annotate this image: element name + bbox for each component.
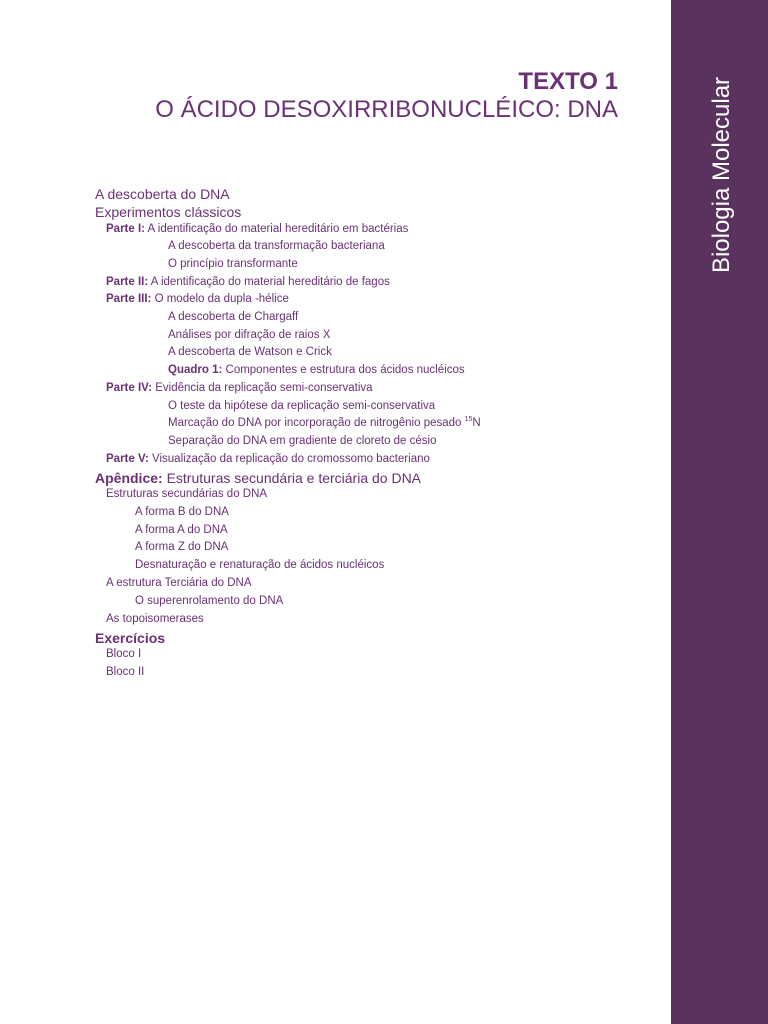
toc-section: Exercícios xyxy=(95,630,166,646)
toc-item-prefix: Parte I: xyxy=(106,223,145,235)
toc-item: A descoberta do DNA xyxy=(95,186,230,202)
toc-item: O princípio transformante xyxy=(168,258,298,270)
toc-item: A descoberta de Watson e Crick xyxy=(168,346,332,358)
toc-item: Análises por difração de raios X xyxy=(168,329,331,341)
toc-item-text: Visualização da replicação do cromossomo bacteriano xyxy=(148,453,430,465)
toc-item-superscript: 15 xyxy=(464,416,473,424)
toc-item: A forma Z do DNA xyxy=(135,541,229,553)
toc-item xyxy=(168,364,465,376)
toc-item-text: A identificação do material hereditário de fagos xyxy=(148,276,390,288)
toc-item-prefix: Parte IV: xyxy=(106,382,153,394)
toc-item: O superenrolamento do DNA xyxy=(135,595,284,607)
toc-item: A forma A do DNA xyxy=(135,524,228,536)
toc-item: A descoberta de Chargaff xyxy=(168,311,299,323)
toc-item: A descoberta da transformação bacteriana xyxy=(168,240,385,252)
chapter-title: O ÁCIDO DESOXIRRIBONUCLÉICO: DNA xyxy=(155,96,618,123)
toc-item xyxy=(168,417,481,429)
toc-item-text: Componentes e estrutura dos ácidos nucléicos xyxy=(222,364,465,376)
toc-item-text-end: N xyxy=(472,417,481,429)
side-bar-title: Biologia Molecular xyxy=(708,76,735,274)
toc-item xyxy=(106,453,430,465)
toc-item: Experimentos clássicos xyxy=(95,204,242,220)
toc-item: Estruturas secundárias do DNA xyxy=(106,488,268,500)
toc-item: Bloco I xyxy=(106,648,142,660)
toc-item: A forma B do DNA xyxy=(135,506,229,518)
toc-item: Desnaturação e renaturação de ácidos nucléicos xyxy=(135,559,385,571)
toc-item xyxy=(106,223,408,235)
toc-item xyxy=(106,293,289,305)
toc-item: Bloco II xyxy=(106,666,145,678)
toc-item: Separação do DNA em gradiente de cloreto de césio xyxy=(168,435,437,447)
toc-item-text: Evidência da replicação semi-conservativa xyxy=(152,382,373,394)
toc-item-prefix: Quadro 1: xyxy=(168,364,223,376)
toc-item-text: O modelo da dupla -hélice xyxy=(151,293,289,305)
toc-item: O teste da hipótese da replicação semi-conservativa xyxy=(168,400,436,412)
toc-section xyxy=(95,470,421,486)
toc-item-prefix: Parte II: xyxy=(106,276,149,288)
toc-section-prefix: Apêndice: xyxy=(95,470,163,486)
chapter-header xyxy=(155,68,618,124)
toc-item: As topoisomerases xyxy=(106,613,204,625)
toc-section-text: Estruturas secundária e terciária do DNA xyxy=(162,470,422,486)
toc-item: A estrutura Terciária do DNA xyxy=(106,577,252,589)
toc-item-prefix: Parte III: xyxy=(106,293,152,305)
toc-item-text: Marcação do DNA por incorporação de nitrogênio pesado xyxy=(168,417,465,429)
chapter-label: TEXTO 1 xyxy=(518,68,618,95)
toc-item-prefix: Parte V: xyxy=(106,453,149,465)
toc-item-text: A identificação do material hereditário em bactérias xyxy=(145,223,409,235)
toc-item xyxy=(106,276,390,288)
toc-item xyxy=(106,382,373,394)
